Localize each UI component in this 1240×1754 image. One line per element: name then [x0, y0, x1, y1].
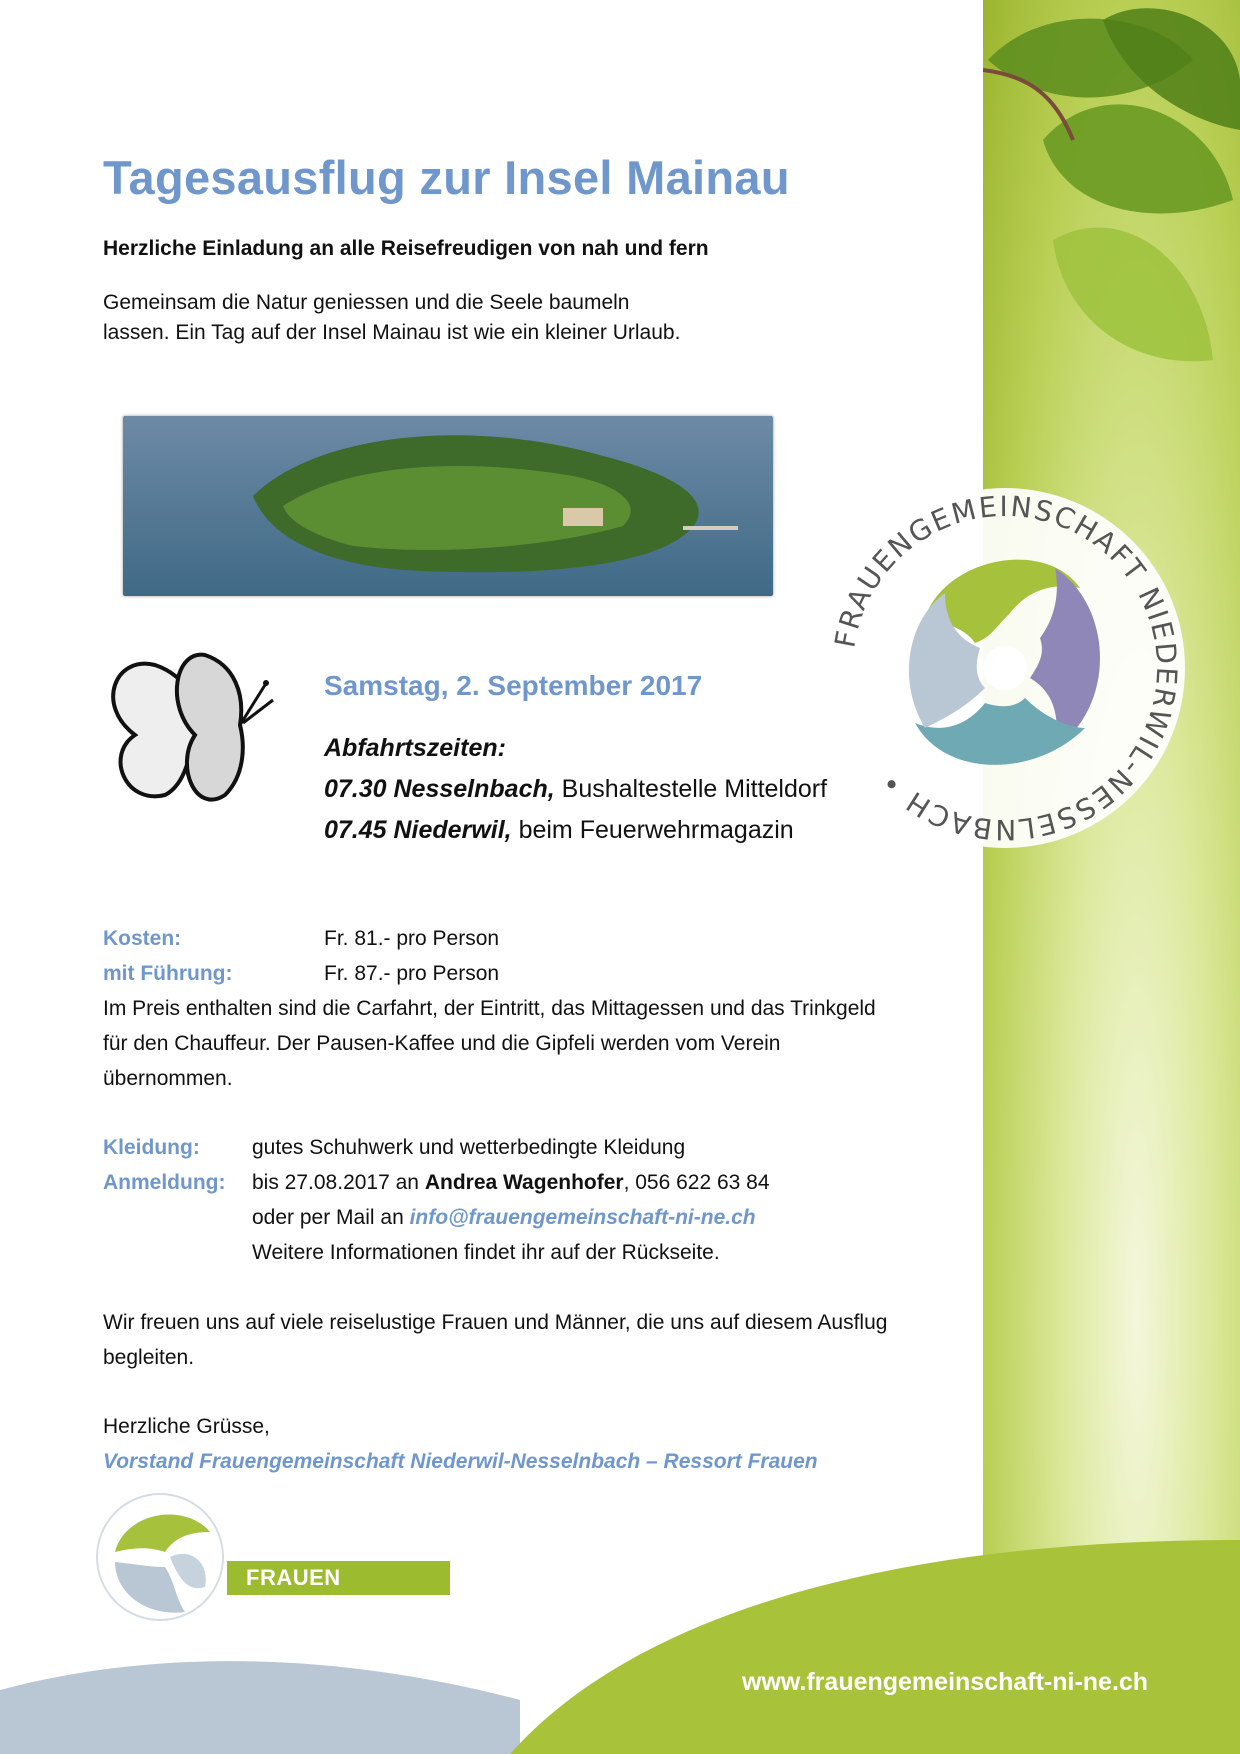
closing-text: Wir freuen uns auf viele reiselustige Frauen und Männer, die uns auf diesem Ausflug begleiten. — [103, 1311, 888, 1369]
departures-label: Abfahrtszeiten: — [324, 734, 506, 762]
green-wave — [510, 1540, 1240, 1754]
leaves-decoration — [983, 0, 1240, 460]
registration-prefix: bis 27.08.2017 an — [252, 1171, 419, 1194]
guided-value: Fr. 87.- pro Person — [324, 962, 500, 985]
island-photo — [123, 416, 773, 596]
cost-label: Kosten: — [103, 927, 182, 950]
leaf-2 — [1043, 104, 1233, 213]
logo-center — [983, 646, 1027, 690]
mail-prefix: oder per Mail an — [252, 1206, 404, 1229]
info-section — [103, 1130, 770, 1270]
clothing-label: Kleidung: — [103, 1136, 200, 1159]
departure-location: Bushaltestelle Mitteldorf — [561, 775, 828, 803]
guided-label: mit Führung: — [103, 962, 233, 985]
more-info: Weitere Informationen findet ihr auf der Rückseite. — [252, 1241, 720, 1264]
signature: Vorstand Frauengemeinschaft Niederwil-Nesselnbach – Ressort Frauen — [103, 1450, 818, 1473]
subtitle: Herzliche Einladung an alle Reisefreudigen von nah und fern — [103, 237, 709, 260]
leaf-3 — [1053, 227, 1213, 361]
grey-wave — [0, 1661, 520, 1754]
intro-text — [103, 288, 803, 348]
departure-row — [324, 810, 827, 851]
clothing-value: gutes Schuhwerk und wetterbedingte Kleidung — [252, 1136, 686, 1159]
cost-value: Fr. 81.- pro Person — [324, 927, 500, 950]
included-text: Im Preis enthalten sind die Carfahrt, der Eintritt, das Mittagessen und das Trinkgeld für den Chauffeur. Der Pausen-Kaffee und die Gipfeli werden vom Verein übernommen. — [103, 997, 876, 1090]
intro-line-1: Gemeinsam die Natur geniessen und die Seele baumeln — [103, 291, 630, 314]
greeting-block — [103, 1409, 818, 1479]
departure-time-place: 07.45 Niederwil, — [324, 816, 512, 844]
page-title: Tagesausflug zur Insel Mainau — [103, 151, 790, 204]
departure-location: beim Feuerwehrmagazin — [518, 816, 794, 844]
departure-times — [324, 728, 827, 851]
registration-label: Anmeldung: — [103, 1171, 226, 1194]
departure-row — [324, 769, 827, 810]
registration-phone: , 056 622 63 84 — [623, 1171, 770, 1194]
registration-name: Andrea Wagenhofer — [424, 1171, 624, 1194]
costs-section — [103, 921, 499, 991]
castle — [563, 508, 603, 526]
logo-ring-text: FRAUENGEMEINSCHAFT NIEDERWIL-NESSELNBACH • — [828, 489, 1184, 847]
footer-url[interactable]: www.frauengemeinschaft-ni-ne.ch — [742, 1668, 1149, 1696]
intro-line-2: lassen. Ein Tag auf der Insel Mainau ist wie ein kleiner Urlaub. — [103, 321, 681, 344]
greeting: Herzliche Grüsse, — [103, 1415, 270, 1438]
footer-waves — [0, 1500, 1240, 1754]
frauengemeinschaft-logo — [815, 478, 1195, 858]
departure-time-place: 07.30 Nesselnbach, — [324, 775, 555, 803]
frauen-badge: FRAUEN — [227, 1561, 450, 1595]
butterfly-illustration — [95, 645, 275, 830]
event-date: Samstag, 2. September 2017 — [324, 670, 703, 701]
email-link[interactable]: info@frauengemeinschaft-ni-ne.ch — [409, 1206, 756, 1229]
